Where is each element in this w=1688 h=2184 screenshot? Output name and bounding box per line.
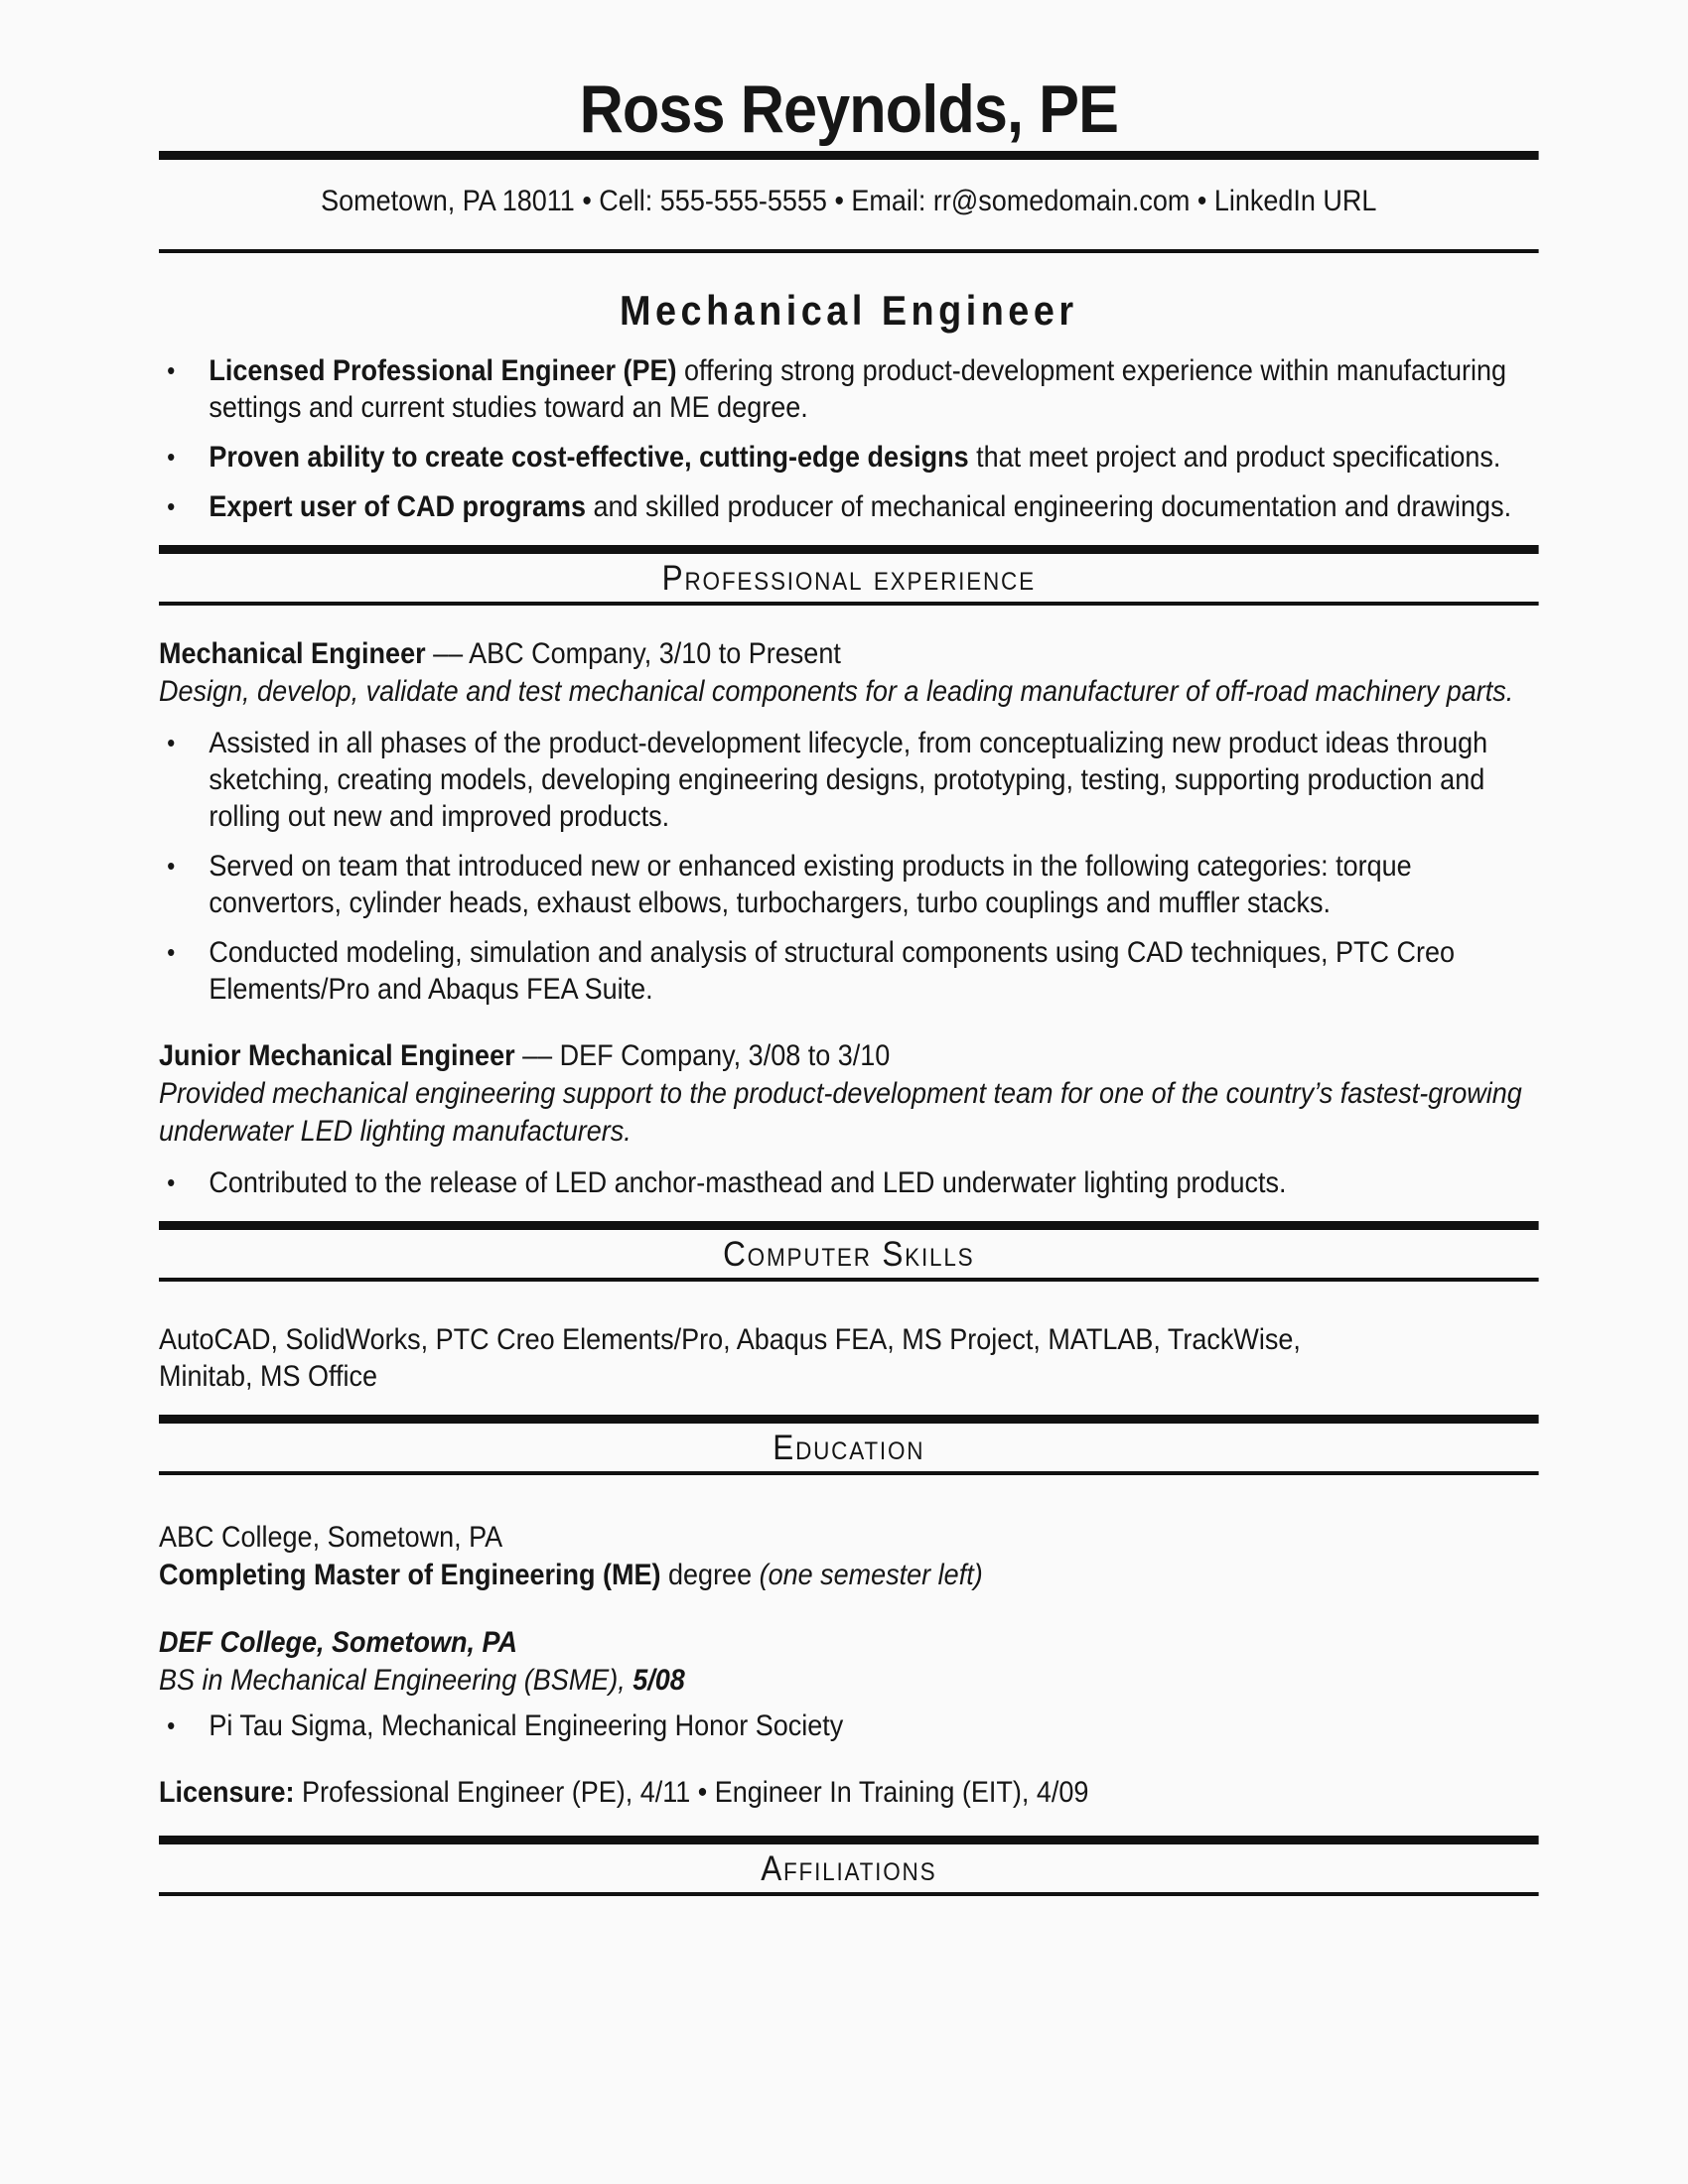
job-bullet-list	[159, 1164, 1539, 1201]
degree-name: BS in Mechanical Engineering (BSME),	[159, 1664, 633, 1697]
job-bullet	[159, 1164, 1539, 1201]
job-entry	[159, 635, 1539, 1008]
job-bullet-text: Assisted in all phases of the product-development lifecycle, from conceptualizing new product ideas through sketching, creating models, developing engineering designs, prototyping, testing, supporting production and rolling out new and improved products.	[209, 727, 1488, 833]
bullet-rest-text: offering strong product-development experience within manufacturing settings and current studies toward an ME degree.	[209, 354, 1507, 424]
bullet-icon: •	[167, 491, 176, 521]
divider	[159, 545, 1539, 554]
section-header-education	[159, 1415, 1539, 1475]
bullet-rest-text: and skilled producer of mechanical engineering documentation and drawings.	[585, 490, 1512, 523]
education-entry	[159, 1519, 1539, 1594]
bullet-lead-text: Expert user of CAD programs	[209, 490, 586, 523]
divider	[159, 1836, 1539, 1844]
job-bullet-text: Served on team that introduced new or enhanced existing products in the following categories: torque convertors, cylinder heads, exhaust elbows, turbochargers, turbo couplings and muffler stacks.	[209, 850, 1412, 919]
bullet-icon: •	[167, 1167, 176, 1197]
divider	[159, 249, 1539, 253]
education-bullet-text: Pi Tau Sigma, Mechanical Engineering Honor Society	[209, 1709, 844, 1742]
licensure-line	[159, 1774, 1539, 1812]
section-title: Affiliations	[761, 1849, 937, 1888]
divider	[159, 1471, 1539, 1475]
divider	[159, 1415, 1539, 1424]
job-company-dates: –– ABC Company, 3/10 to Present	[425, 637, 841, 670]
contact-line: Sometown, PA 18011 • Cell: 555-555-5555 • Email: rr@somedomain.com • LinkedIn URL	[321, 185, 1377, 217]
degree-name: Completing Master of Engineering (ME)	[159, 1559, 661, 1591]
resume-content	[159, 0, 1539, 1896]
bullet-lead-text: Proven ability to create cost-effective, cutting-edge designs	[209, 441, 969, 474]
summary-bullet	[159, 488, 1539, 525]
bullet-lead-text: Licensed Professional Engineer (PE)	[209, 354, 677, 387]
summary-bullet-text	[209, 488, 1538, 525]
job-bullet-text: Conducted modeling, simulation and analysis of structural components using CAD techniques, PTC Creo Elements/Pro and Abaqus FEA Suite.	[209, 936, 1456, 1006]
job-title-line	[159, 635, 1539, 673]
education-bullet	[159, 1707, 1539, 1744]
job-bullet	[159, 848, 1539, 921]
section-title: Professional experience	[661, 559, 1036, 598]
job-bullet-text: Contributed to the release of LED anchor-masthead and LED underwater lighting products.	[209, 1166, 1287, 1199]
job-entry	[159, 1037, 1539, 1201]
bullet-icon: •	[167, 355, 176, 385]
degree-note: (one semester left)	[759, 1559, 983, 1591]
section-header-experience	[159, 545, 1539, 606]
section-title: Computer Skills	[723, 1235, 975, 1274]
bullet-icon: •	[167, 442, 176, 472]
education-entry	[159, 1624, 1539, 1744]
section-header-computer-skills	[159, 1221, 1539, 1282]
job-title-line	[159, 1037, 1539, 1075]
education-bullet-list	[159, 1707, 1539, 1744]
job-company-dates: –– DEF Company, 3/08 to 3/10	[514, 1039, 891, 1072]
summary-bullet-text	[209, 352, 1538, 426]
section-header-affiliations	[159, 1836, 1539, 1896]
degree-line	[159, 1662, 1539, 1700]
bullet-icon: •	[167, 1710, 176, 1740]
divider	[159, 1892, 1539, 1896]
bullet-icon: •	[167, 728, 176, 757]
summary-bullet-list	[159, 352, 1539, 525]
job-bullet-list	[159, 725, 1539, 1008]
summary-bullet	[159, 352, 1539, 426]
degree-line	[159, 1557, 1539, 1594]
college-name: DEF College, Sometown, PA	[159, 1626, 518, 1659]
divider	[159, 602, 1539, 606]
job-summary: Provided mechanical engineering support to the product-development team for one of the country’s fastest-growing underwater LED lighting manufacturers.	[159, 1077, 1522, 1148]
summary-bullet-text	[209, 439, 1538, 476]
degree-word: degree	[660, 1559, 760, 1591]
bullet-icon: •	[167, 937, 176, 967]
summary-bullet	[159, 439, 1539, 476]
divider	[159, 151, 1539, 160]
job-bullet	[159, 934, 1539, 1008]
divider	[159, 1221, 1539, 1230]
college-name: ABC College, Sometown, PA	[159, 1521, 503, 1554]
candidate-name: Ross Reynolds, PE	[579, 71, 1119, 147]
skills-list: AutoCAD, SolidWorks, PTC Creo Elements/Pro, Abaqus FEA, MS Project, MATLAB, TrackWise, Minitab, MS Office	[159, 1323, 1301, 1393]
bullet-rest-text: that meet project and product specifications.	[968, 441, 1501, 474]
job-summary: Design, develop, validate and test mechanical components for a leading manufacturer of off-road machinery parts.	[159, 675, 1514, 708]
job-bullet	[159, 725, 1539, 835]
licensure-details: Professional Engineer (PE), 4/11 • Engineer In Training (EIT), 4/09	[294, 1776, 1089, 1809]
job-role: Mechanical Engineer	[159, 637, 426, 670]
job-role: Junior Mechanical Engineer	[159, 1039, 515, 1072]
job-target-title: Mechanical Engineer	[620, 287, 1078, 334]
bullet-icon: •	[167, 851, 176, 881]
section-title: Education	[773, 1429, 925, 1467]
licensure-label: Licensure:	[159, 1776, 295, 1809]
divider	[159, 1278, 1539, 1282]
degree-date: 5/08	[633, 1664, 685, 1697]
